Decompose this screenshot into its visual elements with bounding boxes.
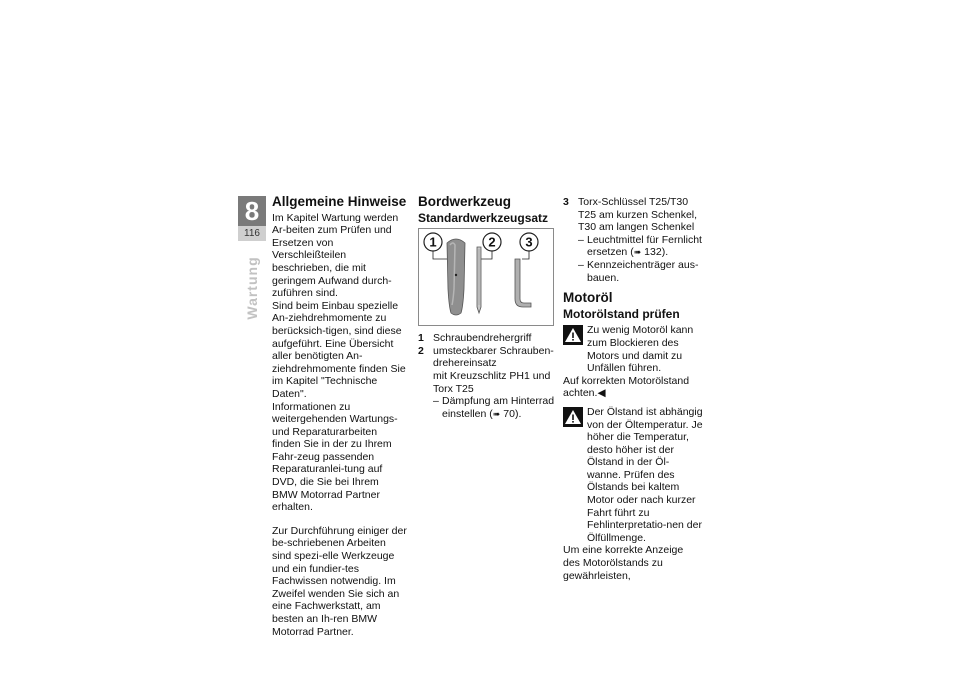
bullet-item: – Dämpfung am Hinterrad einstellen (➠ 70). bbox=[433, 395, 555, 420]
figure-label-3 bbox=[520, 233, 538, 251]
heading-general-notes: Allgemeine Hinweise bbox=[272, 194, 407, 209]
figure-label-text: 3 bbox=[525, 234, 533, 250]
page-ref-arrow-icon: ➠ bbox=[492, 408, 501, 419]
subheading-check-oil-level: Motorölstand prüfen bbox=[563, 306, 680, 321]
page-ref-arrow-icon: ➠ bbox=[633, 247, 642, 258]
screwdriver-handle-shape bbox=[447, 239, 465, 315]
bullet-text: Kennzeichenträger aus-bauen. bbox=[587, 258, 699, 284]
legend-number: 2 bbox=[418, 344, 424, 357]
chapter-number: 8 bbox=[238, 196, 266, 226]
torx-key-shape bbox=[515, 259, 531, 307]
legend-text: umsteckbarer Schrauben-drehereinsatz bbox=[433, 344, 554, 370]
note-block bbox=[563, 406, 703, 545]
page-number: 116 bbox=[238, 226, 266, 241]
legend-extra: T25 am kurzen Schenkel, T30 am langen Schenkel bbox=[578, 208, 698, 234]
page-ref[interactable]: 132 bbox=[644, 246, 662, 259]
end-mark-icon: ◀ bbox=[597, 387, 606, 400]
bullet-item: – Kennzeichenträger aus-bauen. bbox=[563, 259, 703, 284]
toolkit-figure bbox=[418, 228, 554, 326]
legend-item bbox=[418, 345, 556, 370]
chapter-tab bbox=[238, 196, 266, 241]
legend-text: Torx-Schlüssel T25/T30 bbox=[578, 196, 689, 208]
paragraph: Sind beim Einbau spezielle An-ziehdrehmomente zu berücksich-tigen, sind diese aufgeführt. Eine Übersicht aller benötigten An-ziehdrehmomente finden Sie im Kapitel "Technische Daten". bbox=[272, 299, 406, 400]
bullet-text: Leuchtmittel für Fernlicht ersetzen bbox=[587, 233, 702, 259]
heading-motor-oil: Motoröl bbox=[563, 290, 613, 306]
paragraph: Im Kapitel Wartung werden Ar-beiten zum Prüfen und Ersetzen von Verschleißteilen beschrieben, die mit geringem Aufwand durch-zuführen sind. bbox=[272, 211, 399, 300]
paragraph: Zur Durchführung einiger der be-schriebenen Arbeiten sind spezi-elle Werkzeuge und ein fundier-tes Fachwissen notwendig. Im Zweifel wenden Sie sich an eine Fachwerkstatt, am besten an Ih-ren BMW Motorrad Partner. bbox=[272, 524, 407, 638]
bullet-item: – Leuchtmittel für Fernlicht ersetzen (➠ 132). bbox=[578, 233, 702, 259]
column-onboard-tools bbox=[418, 196, 556, 420]
legend-number: 3 bbox=[563, 196, 569, 208]
paragraph: Informationen zu weitergehenden Wartungs- und Reparaturarbeiten finden Sie in der zu Ihrem Fahr-zeug passenden Reparaturanlei-tung auf DVD, die Sie bei Ihrem BMW Motorrad Partner erhalten. bbox=[272, 400, 398, 514]
heading-onboard-tools: Bordwerkzeug bbox=[418, 194, 512, 209]
legend-text: Schraubendrehergriff bbox=[433, 332, 532, 345]
warning-icon bbox=[563, 407, 583, 427]
legend-extra: mit Kreuzschlitz PH1 und Torx T25 bbox=[433, 369, 551, 395]
warning-block bbox=[563, 324, 703, 374]
legend-number: 1 bbox=[418, 332, 424, 345]
chapter-label: Wartung bbox=[244, 256, 260, 320]
column-motor-oil bbox=[563, 196, 703, 582]
figure-label-2 bbox=[483, 233, 501, 251]
warning-icon bbox=[563, 325, 583, 345]
bullet-text: Dämpfung am Hinterrad einstellen bbox=[442, 395, 555, 420]
page-ref[interactable]: 70 bbox=[503, 407, 515, 420]
figure-label-1 bbox=[424, 233, 442, 251]
subheading-standard-toolkit: Standardwerkzeugsatz bbox=[418, 210, 549, 225]
paragraph: Um eine korrekte Anzeige des Motorölstands zu gewährleisten, bbox=[563, 544, 684, 582]
chapter-label-vertical bbox=[238, 248, 266, 328]
toolkit-illustration bbox=[419, 229, 553, 325]
warning-continuation: Auf korrekten Motorölstand achten. bbox=[563, 374, 690, 400]
note-text: Der Ölstand ist abhängig von der Öltemperatur. Je höher die Temperatur, desto höher ist der Ölstand in der Öl-wanne. Prüfen des Ölstands bei kaltem Motor oder nach kurzer Fahrt führt zu Fehlinterpretatio-nen der Ölfüllmenge. bbox=[587, 405, 703, 544]
figure-label-text: 1 bbox=[429, 234, 437, 250]
figure-label-text: 2 bbox=[488, 234, 496, 250]
column-general-notes bbox=[272, 196, 407, 638]
legend-item bbox=[418, 332, 556, 345]
warning-text: Zu wenig Motoröl kann zum Blockieren des Motors und damit zu Unfällen führen. bbox=[587, 324, 694, 375]
figure-legend bbox=[418, 332, 556, 420]
legend-item bbox=[563, 196, 703, 209]
